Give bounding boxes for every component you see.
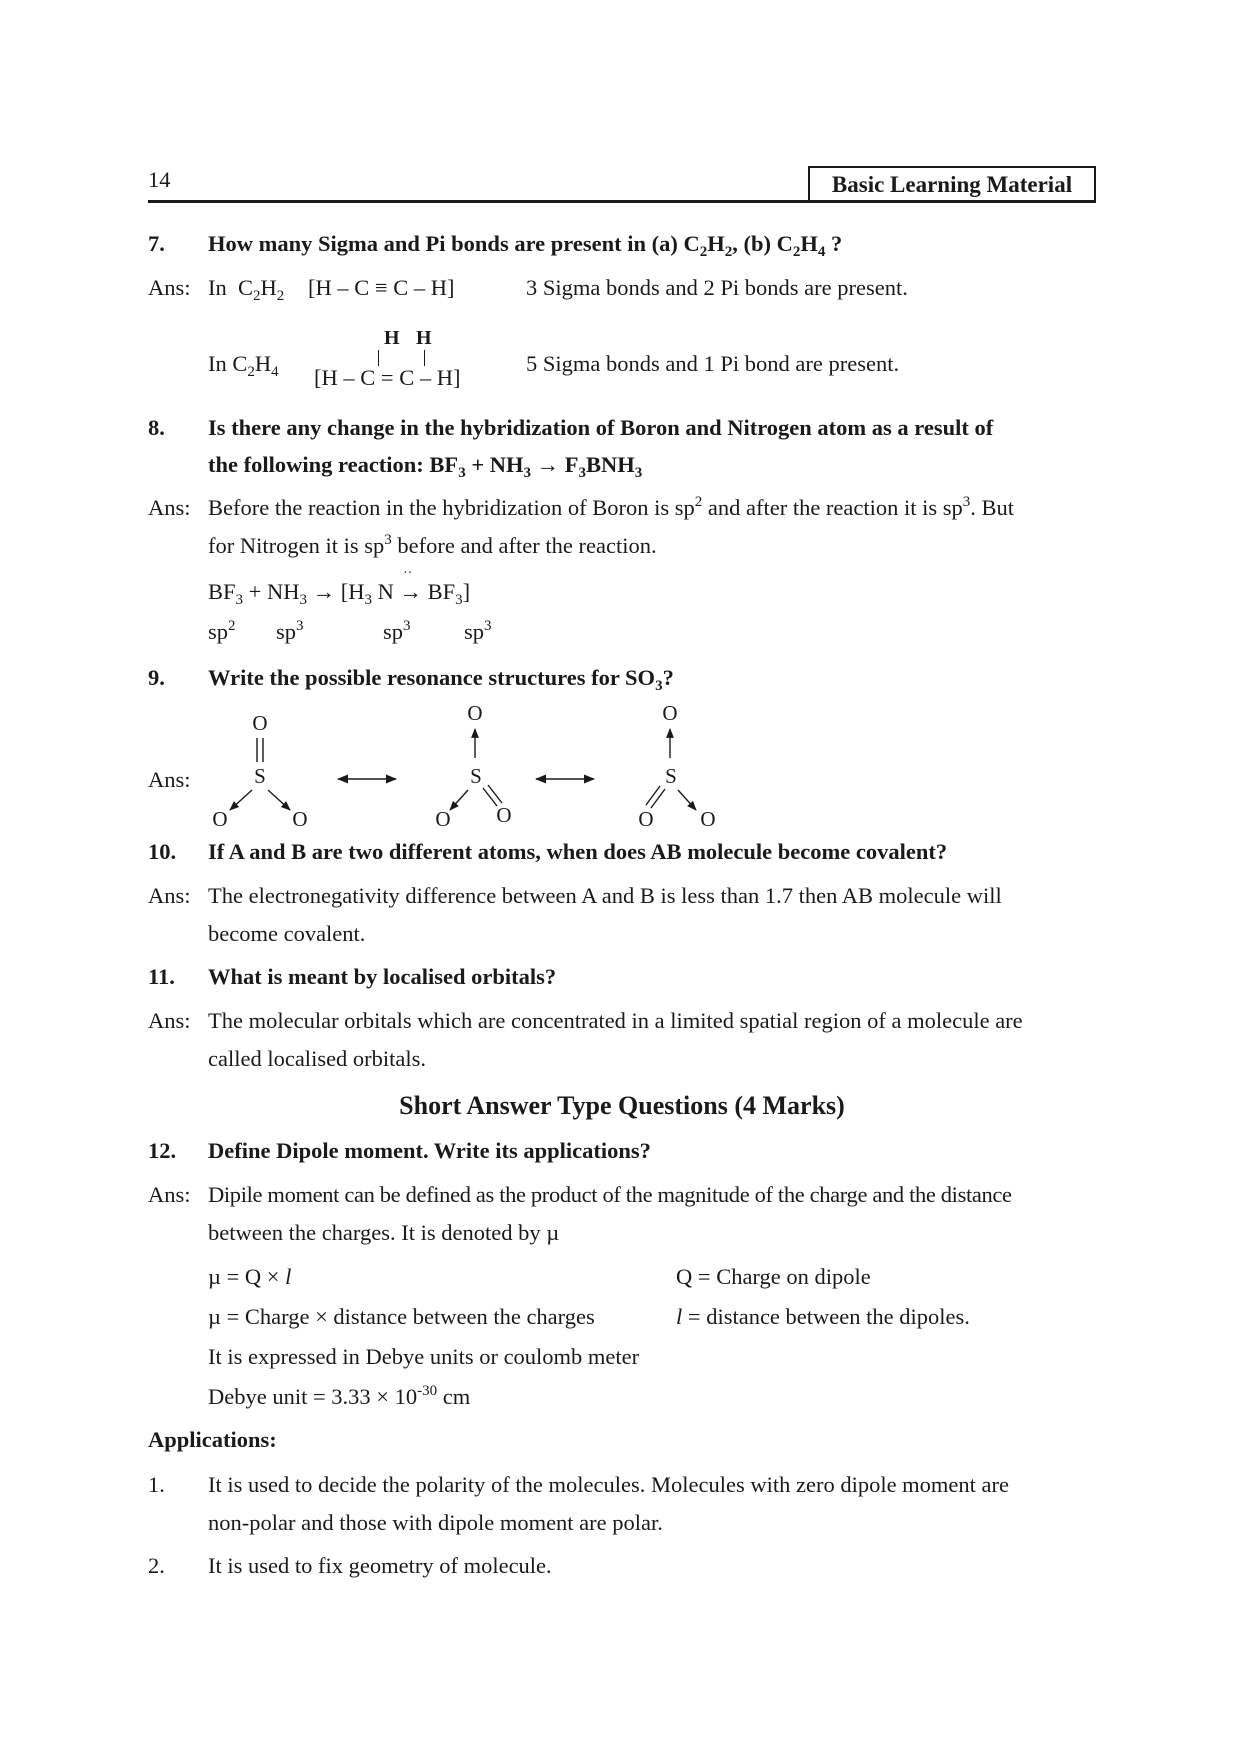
q8-hyb-bf3: $sp^2$ xyxy=(208,618,236,644)
q10-ans-label: Ans: xyxy=(148,883,191,908)
s3-s: S xyxy=(665,764,677,788)
q8-ans-line2: for Nitrogen it is $sp^3$ before and after the reaction. xyxy=(208,532,657,558)
q8-equation: $BF_3 + NH_3 \to [H_3$ $N \to BF_3$] xyxy=(208,579,471,608)
q8-number: 8. xyxy=(148,415,165,440)
q7-ans1-formula: In $C_2H_2$ xyxy=(208,275,285,304)
q7-ans-label: Ans: xyxy=(148,275,191,300)
application-1-number: 1. xyxy=(148,1472,165,1497)
q12-ans-label: Ans: xyxy=(148,1182,191,1207)
q8-hyb-n: $sp^3$ xyxy=(383,618,411,644)
q11-ans-line2: called localised orbitals. xyxy=(208,1046,427,1071)
s3-o-top: O xyxy=(662,701,678,725)
section-title: Short Answer Type Questions (4 Marks) xyxy=(399,1091,845,1120)
q7-ans2-text: 5 Sigma bonds and 1 Pi bond are present. xyxy=(526,351,900,376)
q11-ans-line1: The molecular orbitals which are concentrated in a limited spatial region of a molecule are xyxy=(208,1008,1023,1033)
q12-units-line: It is expressed in Debye units or coulomb meter xyxy=(208,1344,640,1369)
application-1-line1: It is used to decide the polarity of the molecules. Molecules with zero dipole moment are xyxy=(208,1472,1010,1497)
q8-question-line1: Is there any change in the hybridization of Boron and Nitrogen atom as a result of xyxy=(208,415,994,440)
q9-ans-label: Ans: xyxy=(148,767,191,792)
s3-o-right: O xyxy=(700,807,716,830)
s2-o-top: O xyxy=(467,701,483,725)
q8-ans-line1: Before the reaction in the hybridization of Boron is $sp^2$ and after the reaction it is $sp^3$. But xyxy=(208,494,1015,520)
q10-question: If A and B are two different atoms, when does AB molecule become covalent? xyxy=(208,839,948,864)
header-title-box xyxy=(808,166,1096,202)
s2-o-right: O xyxy=(496,803,512,827)
s1-s: S xyxy=(254,764,266,788)
q11-question: What is meant by localised orbitals? xyxy=(208,964,557,989)
application-2-line1: It is used to fix geometry of molecule. xyxy=(208,1553,552,1578)
so3-resonance-structures xyxy=(200,700,760,830)
application-2-number: 2. xyxy=(148,1553,165,1578)
q12-formula2-right: l = distance between the dipoles. xyxy=(676,1304,970,1329)
q12-formula1: µ = Q × l xyxy=(208,1264,292,1289)
book-title: Basic Learning Material xyxy=(831,172,1073,197)
q12-ans-line1: Dipile moment can be defined as the product of the magnitude of the charge and the distance xyxy=(208,1182,1012,1207)
s1-o-right: O xyxy=(292,807,308,830)
q7-ans1-text: 3 Sigma bonds and 2 Pi bonds are present. xyxy=(526,275,908,300)
q12-debye-line: Debye unit = $3.33 \times 10^{-30}$ cm xyxy=(208,1383,471,1409)
q10-ans-line2: become covalent. xyxy=(208,921,366,946)
q11-ans-label: Ans: xyxy=(148,1008,191,1033)
q8-lone-pair: ·· xyxy=(403,566,413,581)
q12-formula1-right: Q = Charge on dipole xyxy=(676,1264,871,1289)
q8-ans-label: Ans: xyxy=(148,495,191,520)
q7-question: How many Sigma and Pi bonds are present in (a) $C_2H_2$, (b) $C_2H_4$ ? xyxy=(208,231,843,260)
q7-ans2-structure: [H – C = C – H] xyxy=(314,365,461,390)
q7-ans1-structure: [H – C ≡ C – H] xyxy=(308,275,455,300)
q12-formula2: µ = Charge × distance between the charges xyxy=(208,1304,595,1329)
q7-number: 7. xyxy=(148,231,165,256)
applications-title: Applications: xyxy=(148,1427,277,1452)
q10-number: 10. xyxy=(148,839,177,864)
page-number: 14 xyxy=(148,167,171,192)
q7-ans2-formula: In $C_2H_4$ xyxy=(208,351,279,380)
q9-question: Write the possible resonance structures for $SO_3$? xyxy=(208,665,674,694)
q7-h-top-1: H xyxy=(384,327,400,349)
q12-ans-line2: between the charges. It is denoted by µ xyxy=(208,1220,560,1245)
q7-h-top-2: H xyxy=(416,327,432,349)
so3-structure-1 xyxy=(212,711,307,830)
so3-structure-2 xyxy=(435,701,511,830)
q12-number: 12. xyxy=(148,1138,177,1163)
q8-question-line2: the following reaction: $BF_3 + NH_3 \to F_3BNH_3$ xyxy=(208,452,643,481)
q9-number: 9. xyxy=(148,665,165,690)
application-1-line2: non-polar and those with dipole moment are polar. xyxy=(208,1510,663,1535)
s2-o-left: O xyxy=(435,807,451,830)
s2-s: S xyxy=(470,764,482,788)
q10-ans-line1: The electronegativity difference between A and B is less than 1.7 then AB molecule will xyxy=(208,883,1002,908)
q8-hyb-nh3: $sp^3$ xyxy=(276,618,304,644)
s1-o-left: O xyxy=(212,807,228,830)
so3-structure-3 xyxy=(638,701,715,830)
q12-question: Define Dipole moment. Write its applications? xyxy=(208,1138,651,1163)
s3-o-left: O xyxy=(638,807,654,830)
q11-number: 11. xyxy=(148,964,175,989)
q8-hyb-b: $sp^3$ xyxy=(464,618,492,644)
s1-o-top: O xyxy=(252,711,268,735)
header-rule xyxy=(148,200,1096,203)
